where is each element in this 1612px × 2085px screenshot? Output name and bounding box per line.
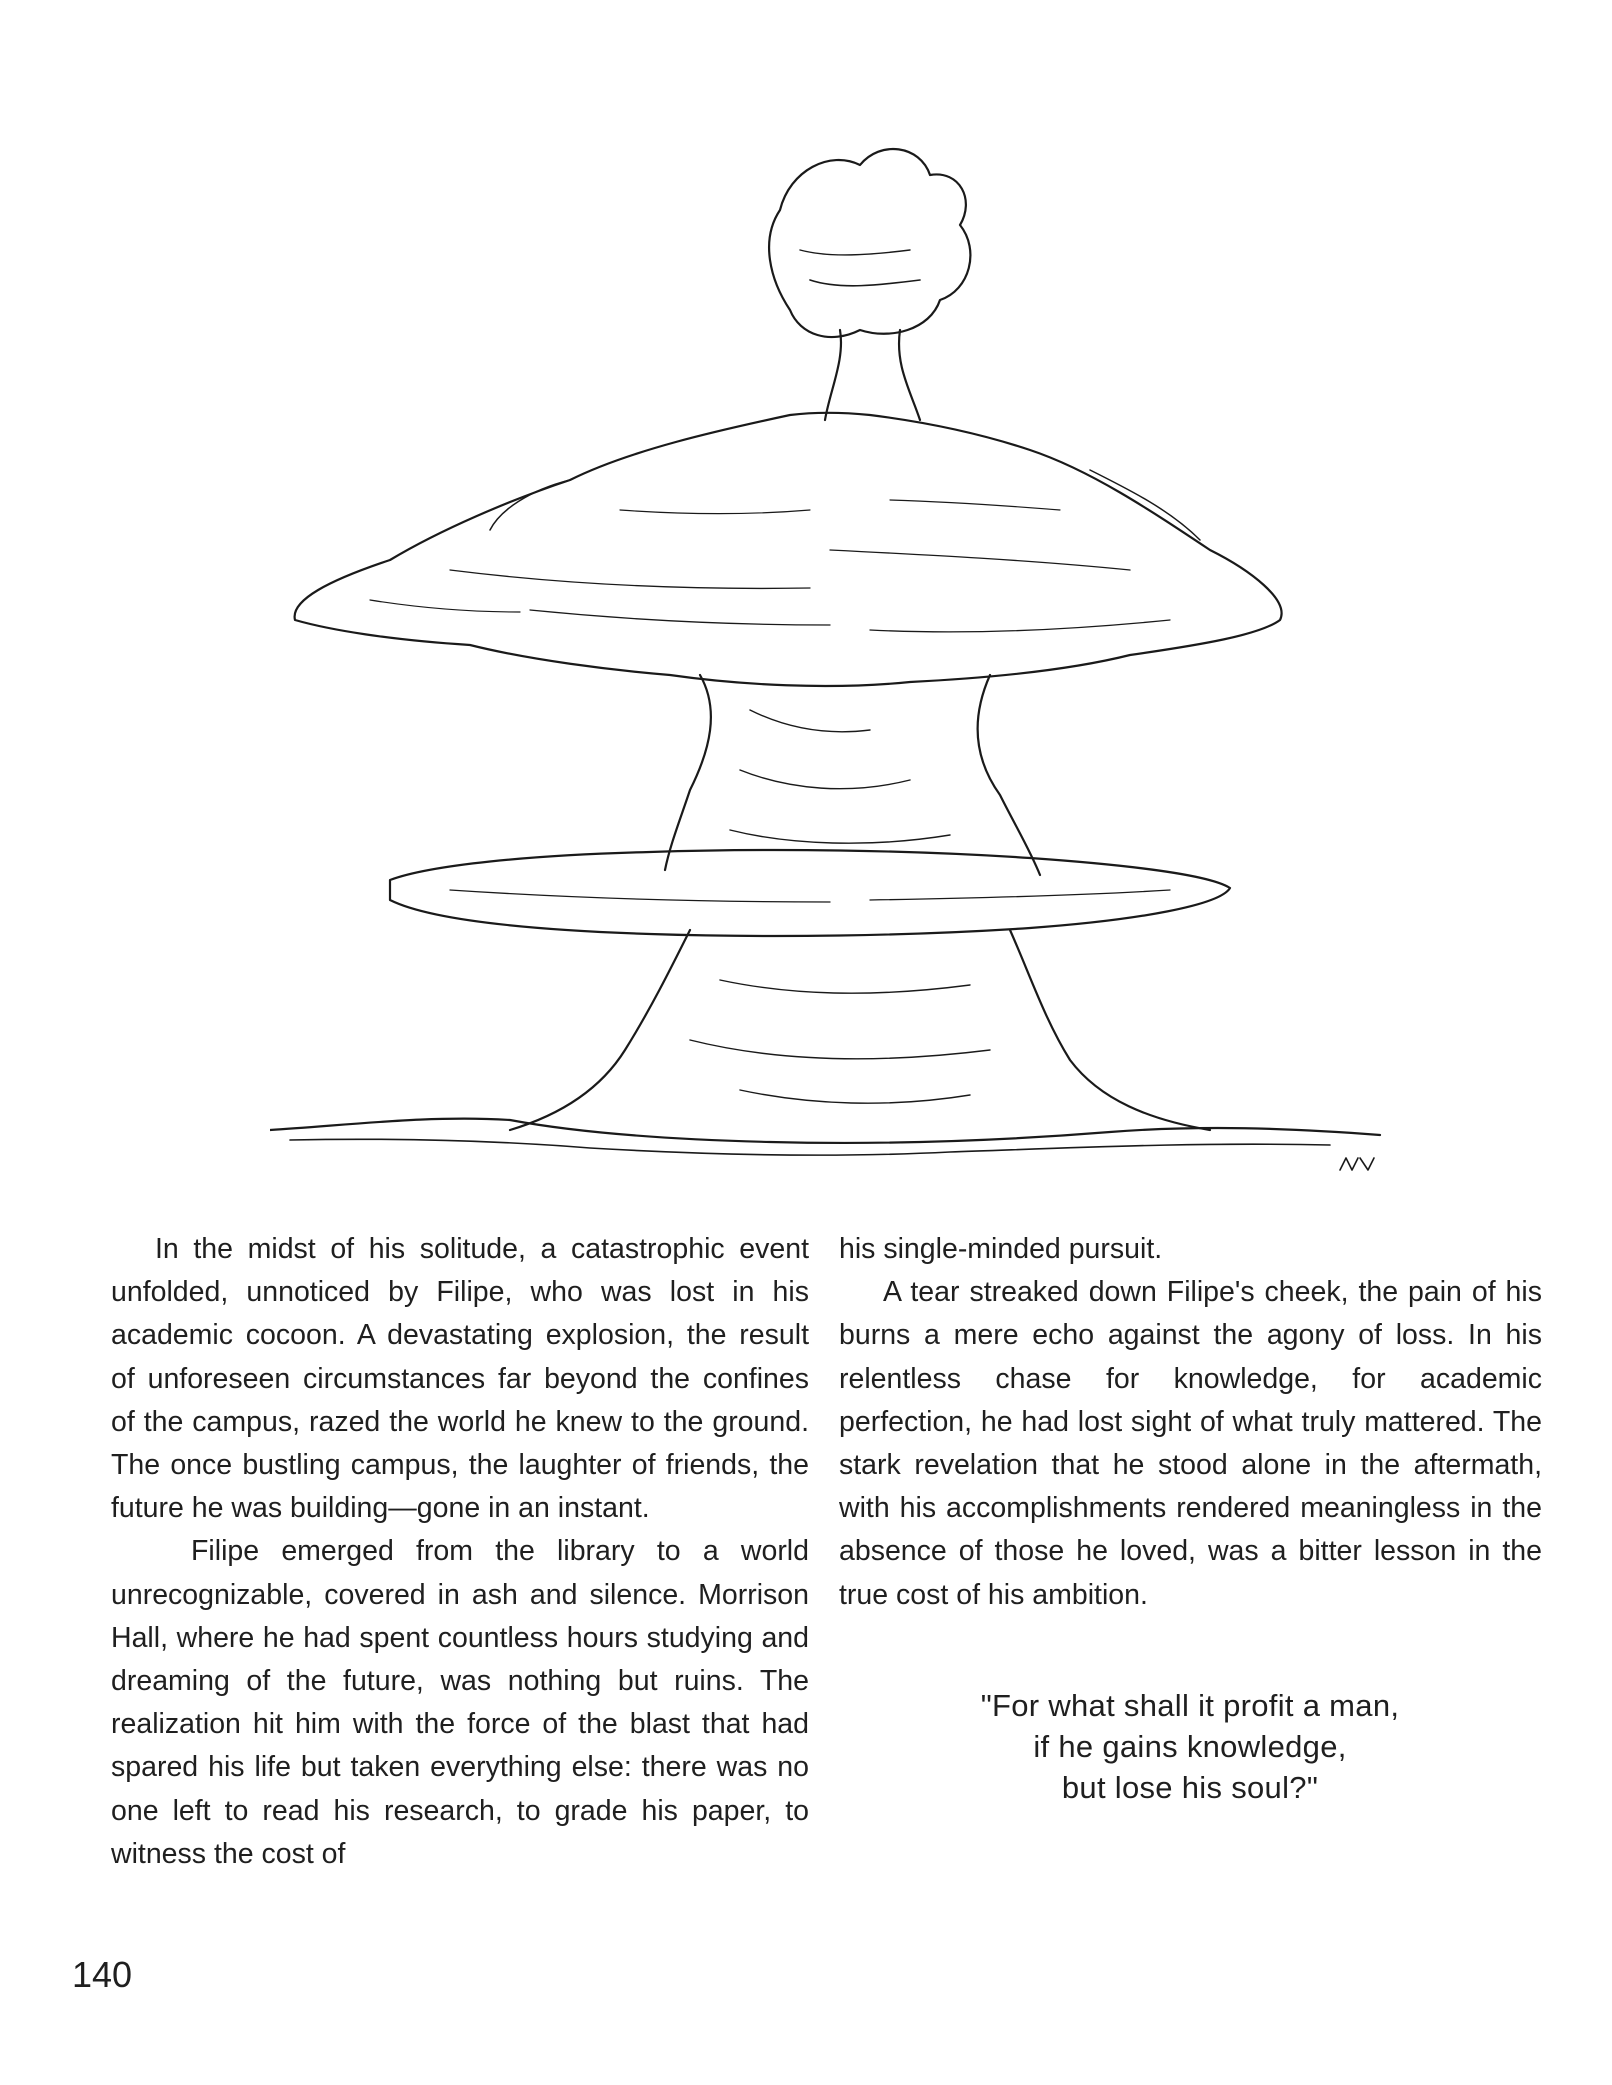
- mushroom-cloud-illustration: [270, 130, 1400, 1190]
- quote-line-2: if he gains knowledge,: [1033, 1729, 1347, 1764]
- right-paragraph-1: his single-minded pursuit.: [839, 1233, 1163, 1265]
- right-paragraph-2: A tear streaked down Filipe's cheek, the pain of his burns a mere echo against the agony of loss. In his relentless chase for knowledge, for academic perfection, he had lost sight of what truly mattered. The stark revelation that he stood alone in the aftermath, with his accomplishments rendered meaningless in the absence of those he loved, was a bitter lesson in the true cost of his ambition.: [839, 1276, 1542, 1611]
- quote-line-3: but lose his soul?": [1061, 1770, 1319, 1805]
- right-text-column: [839, 1228, 1542, 1617]
- left-text-column: [111, 1228, 809, 1876]
- left-paragraph-1: In the midst of his solitude, a catastrophic event unfolded, unnoticed by Filipe, who was lost in his academic cocoon. A devastating explosion, the result of unforeseen circumstances far beyond the confines of the campus, razed the world he knew to the ground. The once bustling campus, the laughter of friends, the future he was building—gone in an instant.: [111, 1233, 809, 1525]
- left-paragraph-2: Filipe emerged from the library to a world unrecognizable, covered in ash and silence. Morrison Hall, where he had spent countless hours studying and dreaming of the future, was nothing but ruins. The realization hit him with the force of the blast that had spared his life but taken everything else: there was no one left to read his research, to grade his paper, to witness the cost of: [111, 1535, 809, 1870]
- quote-line-1: "For what shall it profit a man,: [980, 1688, 1400, 1723]
- closing-quote: [880, 1685, 1500, 1808]
- page-number: 140: [72, 1954, 133, 1995]
